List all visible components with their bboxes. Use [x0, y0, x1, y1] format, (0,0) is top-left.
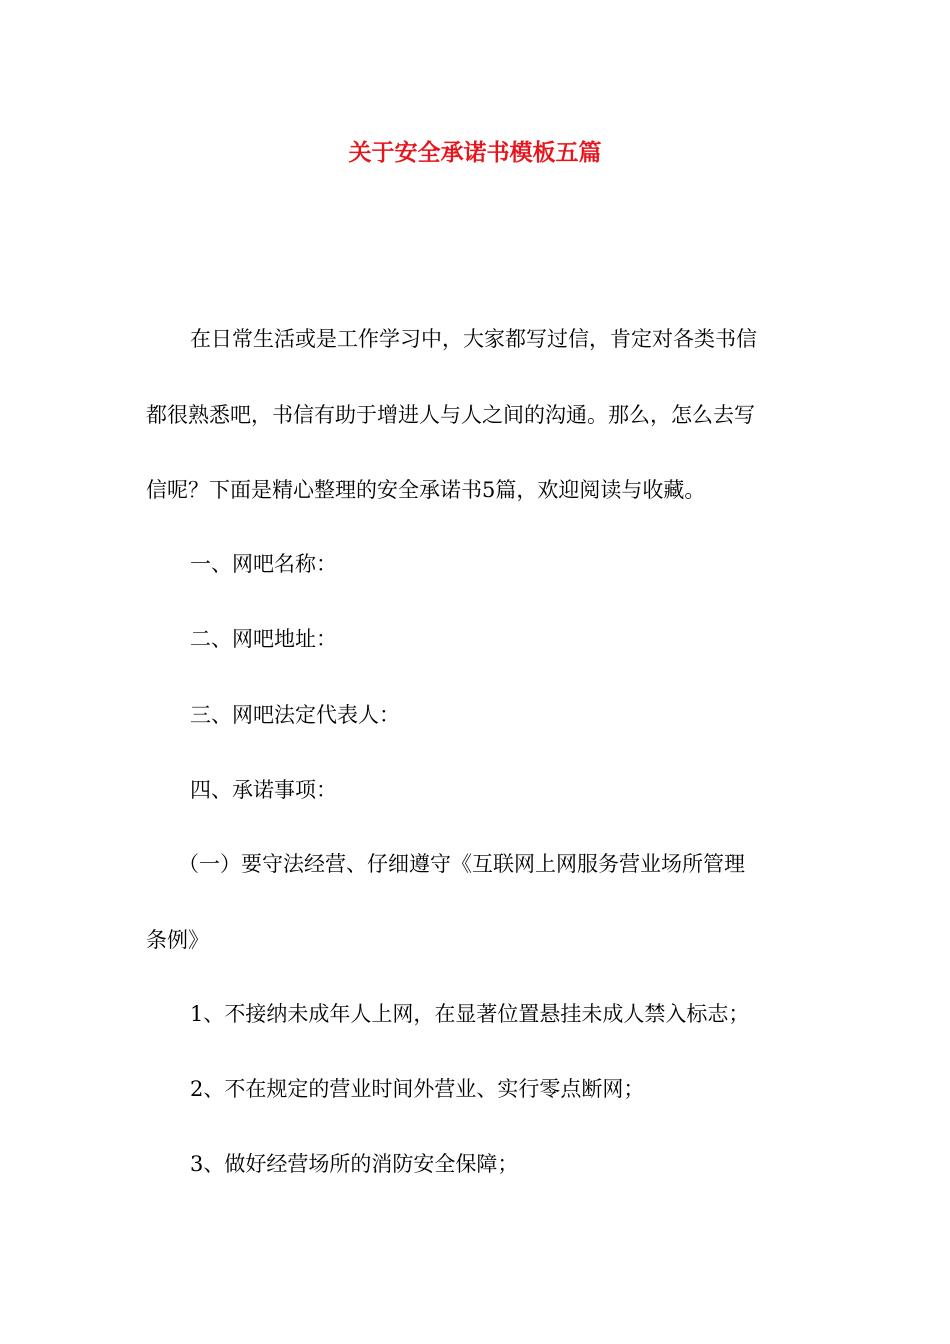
point-3: 3、做好经营场所的消防安全保障；: [190, 1152, 519, 1176]
item-cafe-address: 二、网吧地址：: [190, 627, 337, 651]
intro-paragraph-line-3: 信呢？下面是精心整理的安全承诺书5篇，欢迎阅读与收藏。: [146, 478, 706, 502]
point-1: 1、不接纳未成年人上网，在显著位置悬挂未成人禁入标志；: [190, 1002, 750, 1026]
item-legal-representative: 三、网吧法定代表人：: [190, 703, 400, 727]
intro-paragraph-line-1: 在日常生活或是工作学习中，大家都写过信，肯定对各类书信: [190, 327, 757, 351]
intro-paragraph-line-2: 都很熟悉吧，书信有助于增进人与人之间的沟通。那么，怎么去写: [146, 403, 755, 427]
clause-line-1: （一）要守法经营、仔细遵守《互联网上网服务营业场所管理: [178, 852, 745, 876]
item-commitments-heading: 四、承诺事项：: [190, 778, 337, 802]
item-cafe-name: 一、网吧名称：: [190, 552, 337, 576]
clause-line-2: 条例》: [146, 928, 209, 952]
document-title: 关于安全承诺书模板五篇: [348, 139, 602, 166]
point-2: 2、不在规定的营业时间外营业、实行零点断网；: [190, 1077, 645, 1101]
